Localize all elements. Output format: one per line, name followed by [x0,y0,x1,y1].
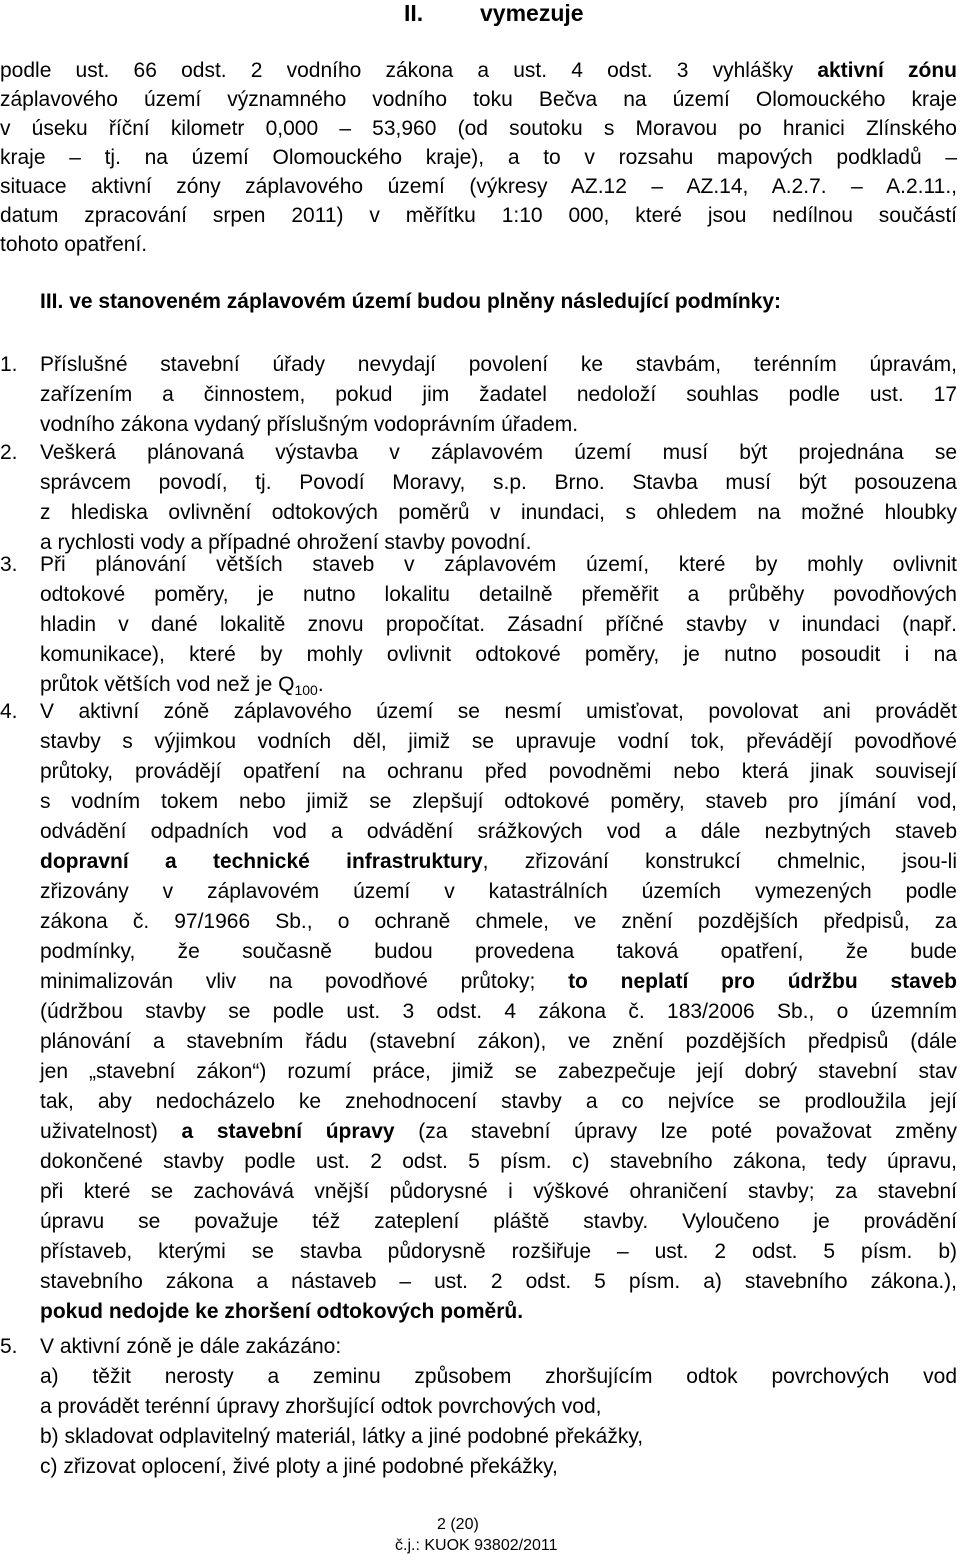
item-line: zřizovány v záplavovém území v katastrálních územích vymezených podle [40,880,957,903]
page-number: 2 (20) [437,1516,479,1533]
intro-line-6: datum zpracování srpen 2011) v měřítku 1:10 000, které jsou nedílnou součástí [0,204,957,227]
item-body [40,697,957,1327]
item-number: 1. [0,353,18,376]
item-line: pokud nedojde ke zhoršení odtokových poměrů. [40,1300,524,1323]
item-line: stavby s výjimkou vodních děl, jimiž se upravuje vodní tok, převádějí povodňové [40,730,957,753]
item-number: 4. [0,700,18,723]
item-line: minimalizován vliv na povodňové průtoky; to neplatí pro údržbu staveb [40,970,957,993]
item-line: Příslušné stavební úřady nevydají povolení ke stavbám, terénním úpravám, [40,353,957,376]
item-line: Veškerá plánovaná výstavba v záplavovém území musí být projednána se [40,441,957,464]
item-line: b) skladovat odplavitelný materiál, látky a jiné podobné překážky, [40,1425,644,1448]
intro-line-1: podle ust. 66 odst. 2 vodního zákona a ust. 4 odst. 3 vyhlášky aktivní zónu [0,59,957,82]
item-body [40,550,957,705]
item-line: komunikace), které by mohly ovlivnit odtokové poměry, je nutno posoudit i na [40,643,957,666]
item-line: vodního zákona vydaný příslušným vodoprávním úřadem. [40,413,579,436]
section-number: III. [40,290,64,313]
item-line: s vodním tokem nebo jimiž se zlepšují odtokové poměry, staveb pro jímání vod, [40,790,957,813]
item-line: průtoky, provádějí opatření na ochranu před povodněmi nebo která jinak souvisejí [40,760,957,783]
item-line: úpravu se považuje též zateplení pláště stavby. Vyloučeno je provádění [40,1210,957,1233]
item-line: (údržbou stavby se podle ust. 3 odst. 4 zákona č. 183/2006 Sb., o územním [40,1000,957,1023]
item-line: zařízením a činnostem, pokud jim žadatel nedoloží souhlas podle ust. 17 [40,383,957,406]
item-line: odtokové poměry, je nutno lokalitu detailně přeměřit a průběhy povodňových [40,583,957,606]
item-line: z hlediska ovlivnění odtokových poměrů v inundaci, s ohledem na možné hloubky [40,501,957,524]
item-line: přístaveb, kterými se stavba půdorysně rozšiřuje – ust. 2 odst. 5 písm. b) [40,1240,957,1263]
item-body [40,438,957,558]
item-line: při které se zachovává vnější půdorysné i výškové ohraničení stavby; za stavební [40,1180,957,1203]
item-line: dokončené stavby podle ust. 2 odst. 5 písm. c) stavebního zákona, tedy úpravu, [40,1150,957,1173]
item-line: a provádět terénní úpravy zhoršující odtok povrchových vod, [40,1395,602,1418]
item-line: uživatelnost) a stavební úpravy (za stavební úpravy lze poté považovat změny [40,1120,957,1143]
intro-line-2: záplavového území významného vodního toku Bečva na území Olomouckého kraje [0,88,957,111]
item-number: 3. [0,553,18,576]
intro-line-3: v úseku říční kilometr 0,000 – 53,960 (od soutoku s Moravou po hranici Zlínského [0,117,957,140]
item-line: a rychlosti vody a případné ohrožení stavby povodní. [40,531,532,554]
item-number: 5. [0,1335,18,1358]
item-line: a) těžit nerosty a zeminu způsobem zhoršujícím odtok povrchových vod [40,1365,957,1388]
item-line: správcem povodí, tj. Povodí Moravy, s.p. Brno. Stavba musí být posouzena [40,471,957,494]
intro-line-7: tohoto opatření. [0,233,148,256]
intro-line-4: kraje – tj. na území Olomouckého kraje), a to v rozsahu mapových podkladů – [0,146,957,169]
item-line: tak, aby nedocházelo ke znehodnocení stavby a co nejvíce se prodloužila její [40,1090,957,1113]
item-line: V aktivní zóně záplavového území se nesmí umisťovat, povolovat ani provádět [40,700,957,723]
item-line: odvádění odpadních vod a odvádění srážkových vod a dále nezbytných staveb [40,820,957,843]
reference-number: č.j.: KUOK 93802/2011 [395,1537,558,1554]
heading-number: II. [404,0,424,26]
heading-title: vymezuje [480,0,584,26]
section-heading-iii [40,290,781,314]
item-line: Při plánování větších staveb v záplavovém území, které by mohly ovlivnit [40,553,957,576]
item-line: podmínky, že současně budou provedena taková opatření, že bude [40,940,957,963]
item-line: zákona č. 97/1966 Sb., o ochraně chmele, ve znění pozdějších předpisů, za [40,910,957,933]
intro-line-5: situace aktivní zóny záplavového území (výkresy AZ.12 – AZ.14, A.2.7. – A.2.11., [0,175,957,198]
item-line: průtok větších vod než je $Q_{100}$. [40,673,324,698]
item-number: 2. [0,441,18,464]
item-line: c) zřizovat oplocení, živé ploty a jiné podobné překážky, [40,1455,558,1478]
intro-paragraph [0,56,957,259]
item-line: V aktivní zóně je dále zakázáno: [40,1335,342,1358]
section-title: ve stanoveném záplavovém území budou plněny následující podmínky: [69,290,782,313]
item-line: stavebního zákona a nástaveb – ust. 2 odst. 5 písm. a) stavebního zákona.), [40,1270,957,1293]
item-body [40,350,957,440]
item-body [40,1332,957,1482]
item-line: hladin v dané lokalitě znovu propočítat. Zásadní příčné stavby v inundaci (např. [40,613,957,636]
item-line: plánování a stavebním řádu (stavební zákon), ve znění pozdějších předpisů (dále [40,1030,957,1053]
item-line: dopravní a technické infrastruktury, zřizování konstrukcí chmelnic, jsou-li [40,850,957,873]
item-line: jen „stavební zákon“) rozumí práce, jimiž se zabezpečuje její dobrý stavební stav [40,1060,957,1083]
